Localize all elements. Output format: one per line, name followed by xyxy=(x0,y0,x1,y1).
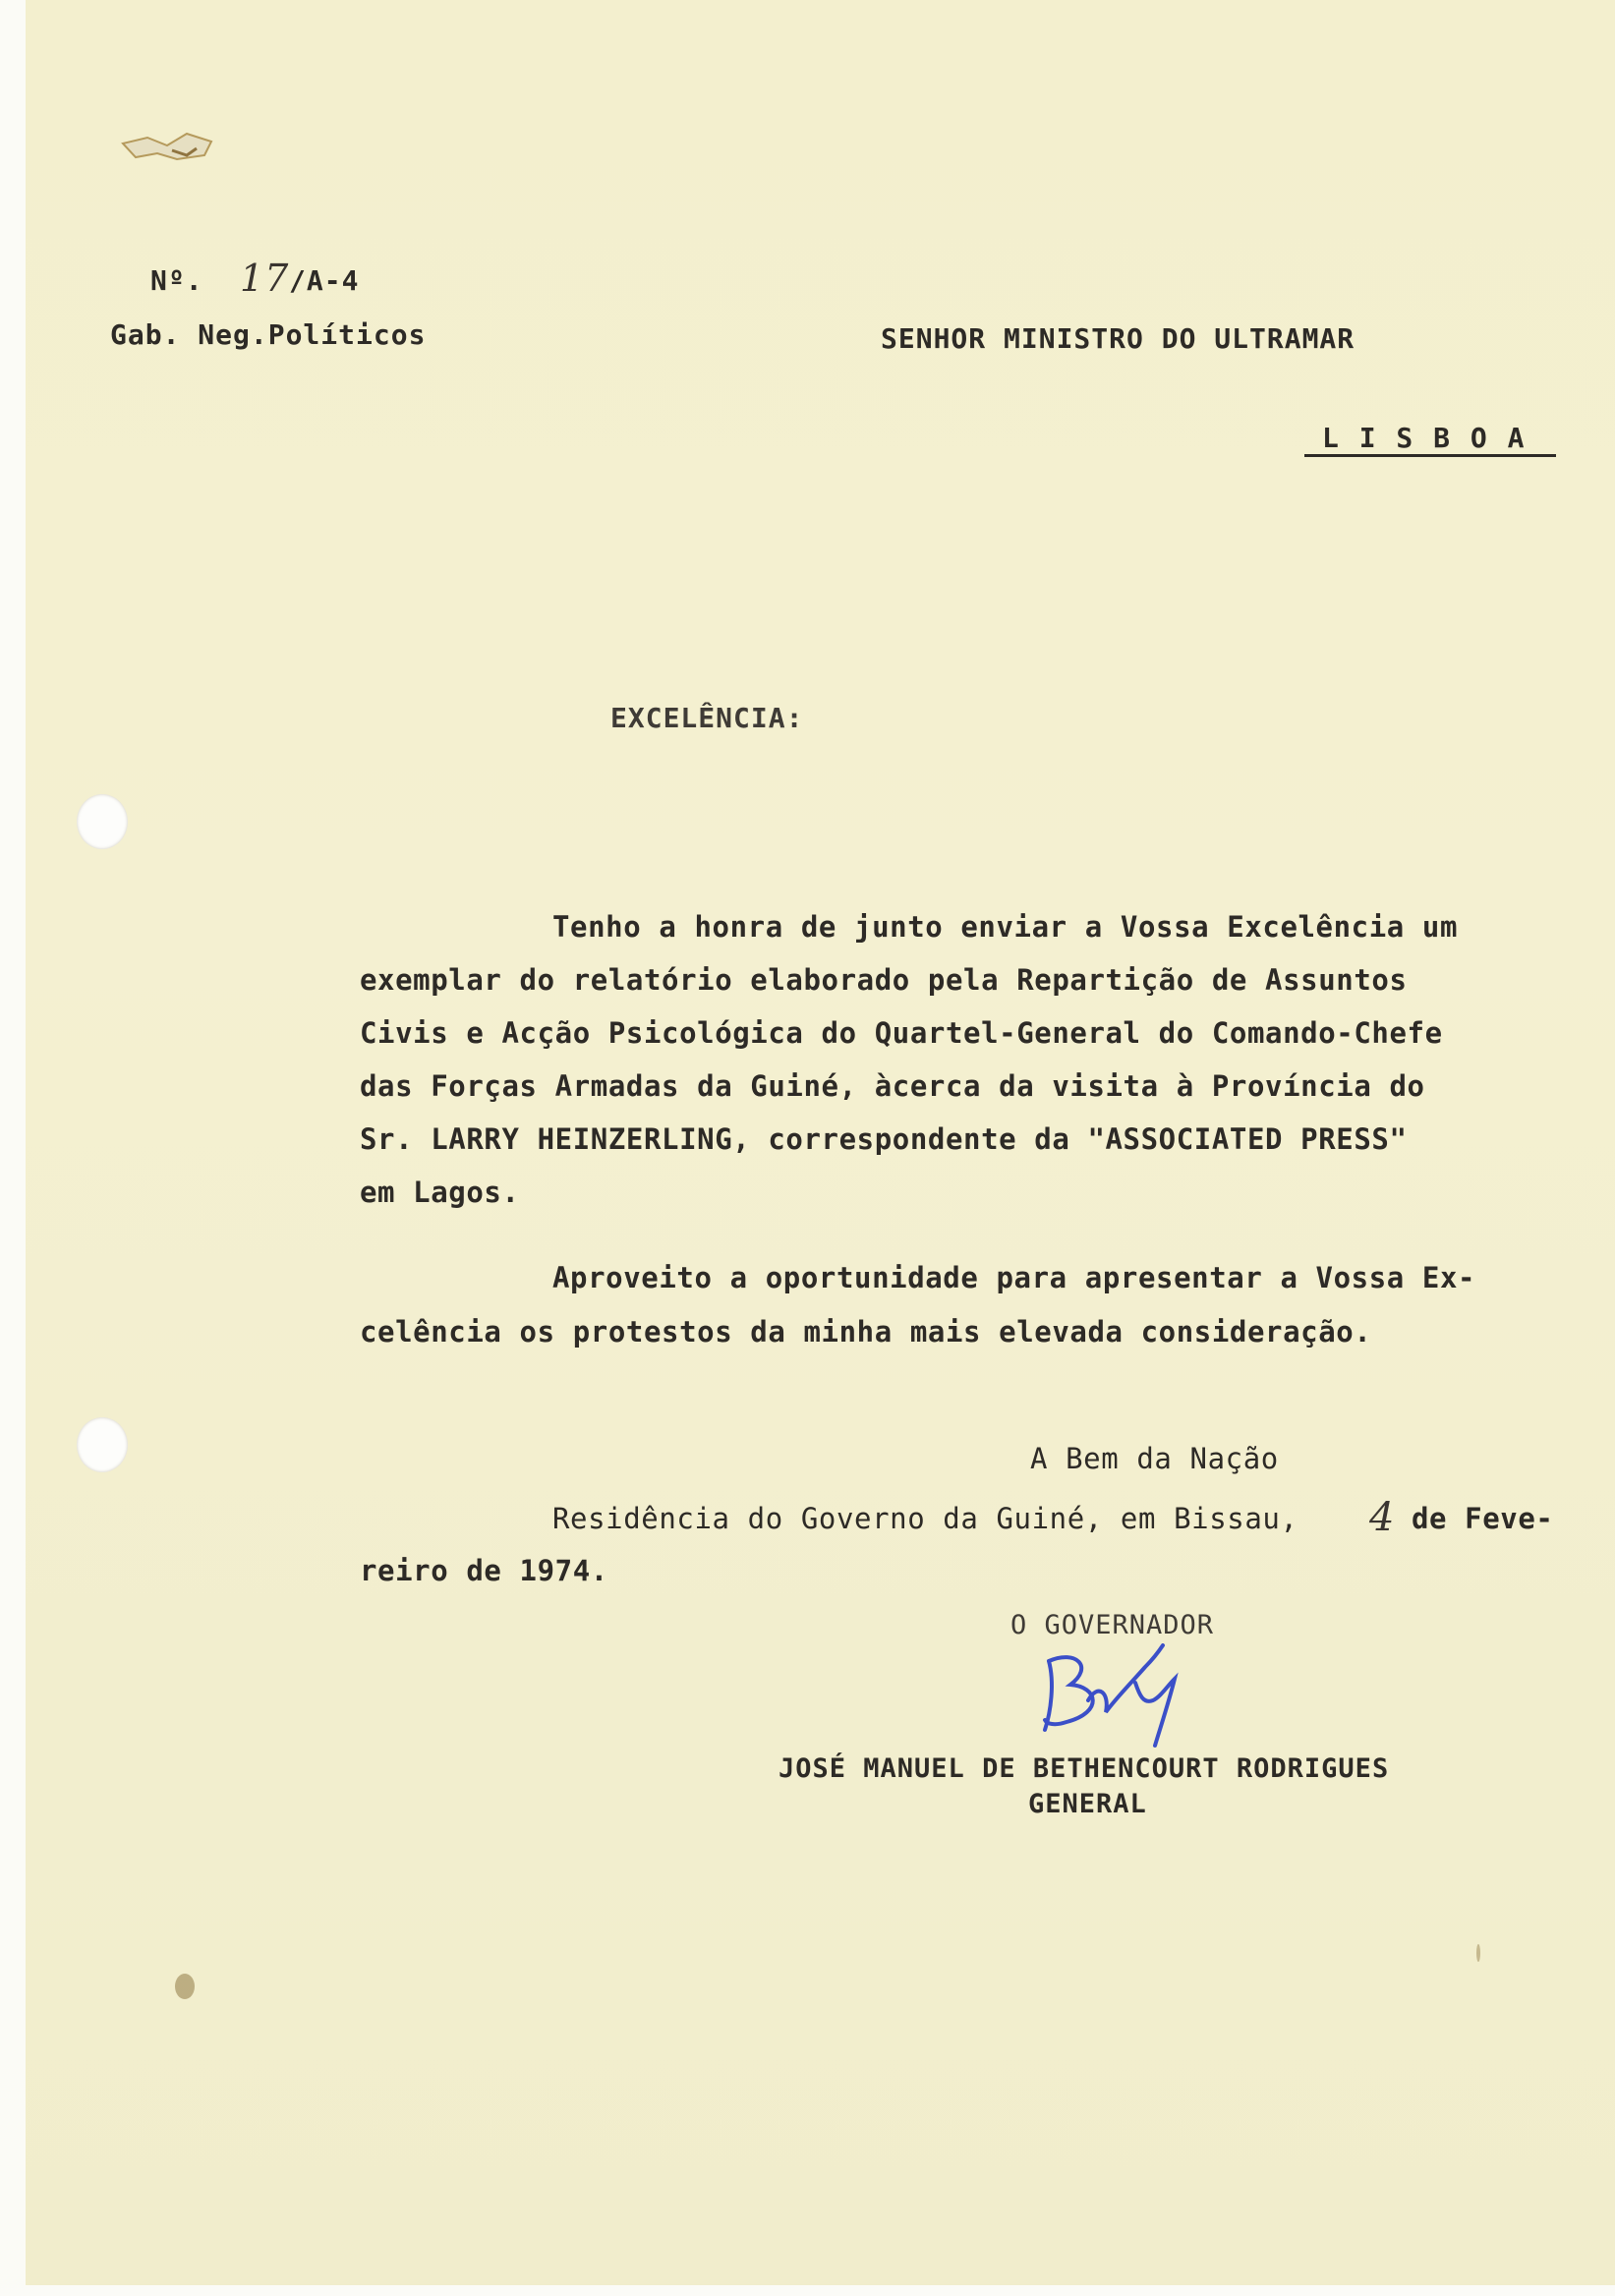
place-date-line-1: Residência do Governo da Guiné, em Bissau, xyxy=(552,1502,1298,1535)
paragraph-2-line-2: celência os protestos da minha mais elevada consideração. xyxy=(360,1315,1372,1349)
scan-edge xyxy=(0,0,26,2296)
scan-edge-bottom xyxy=(0,2285,1615,2296)
paragraph-1-line-3: Civis e Acção Psicológica do Quartel-General do Comando-Chefe xyxy=(360,1016,1443,1050)
document-number-handwritten: 17 xyxy=(240,257,290,300)
signatory-name: JOSÉ MANUEL DE BETHENCOURT RODRIGUES xyxy=(779,1753,1390,1784)
addressee: SENHOR MINISTRO DO ULTRAMAR xyxy=(881,322,1355,355)
paragraph-2-line-1: Aproveito a oportunidade para apresentar a Vossa Ex- xyxy=(552,1261,1476,1294)
office-reference: Gab. Neg.Políticos xyxy=(110,318,427,351)
signatory-role: O GOVERNADOR xyxy=(1010,1610,1215,1640)
place-date-line-1-end: de Feve- xyxy=(1412,1502,1554,1535)
paragraph-1-line-1: Tenho a honra de junto enviar a Vossa Excelência um xyxy=(552,910,1459,944)
document-number-prefix: Nº. xyxy=(150,264,203,297)
salutation: EXCELÊNCIA: xyxy=(610,702,804,734)
document-number-suffix: /A-4 xyxy=(289,264,360,297)
place-date-line-2: reiro de 1974. xyxy=(360,1554,608,1587)
date-day-handwritten: 4 xyxy=(1369,1495,1396,1540)
ink-stain xyxy=(175,1974,195,1999)
city-underline xyxy=(1304,454,1556,457)
city-heading: L I S B O A xyxy=(1322,422,1527,454)
paragraph-1-line-5: Sr. LARRY HEINZERLING, correspondente da "ASSOCIATED PRESS" xyxy=(360,1122,1408,1156)
paragraph-1-line-2: exemplar do relatório elaborado pela Repartição de Assuntos xyxy=(360,963,1408,997)
signature-mark xyxy=(1037,1643,1214,1751)
paper-damage-mark xyxy=(118,116,226,175)
closing-motto: A Bem da Nação xyxy=(1030,1442,1279,1475)
paper-speck xyxy=(1476,1944,1480,1962)
paragraph-1-line-4: das Forças Armadas da Guiné, àcerca da visita à Província do xyxy=(360,1069,1425,1103)
punch-hole-lower xyxy=(77,1417,128,1472)
punch-hole-upper xyxy=(77,794,128,849)
signatory-rank: GENERAL xyxy=(1028,1789,1147,1819)
paragraph-1-line-6: em Lagos. xyxy=(360,1176,520,1209)
